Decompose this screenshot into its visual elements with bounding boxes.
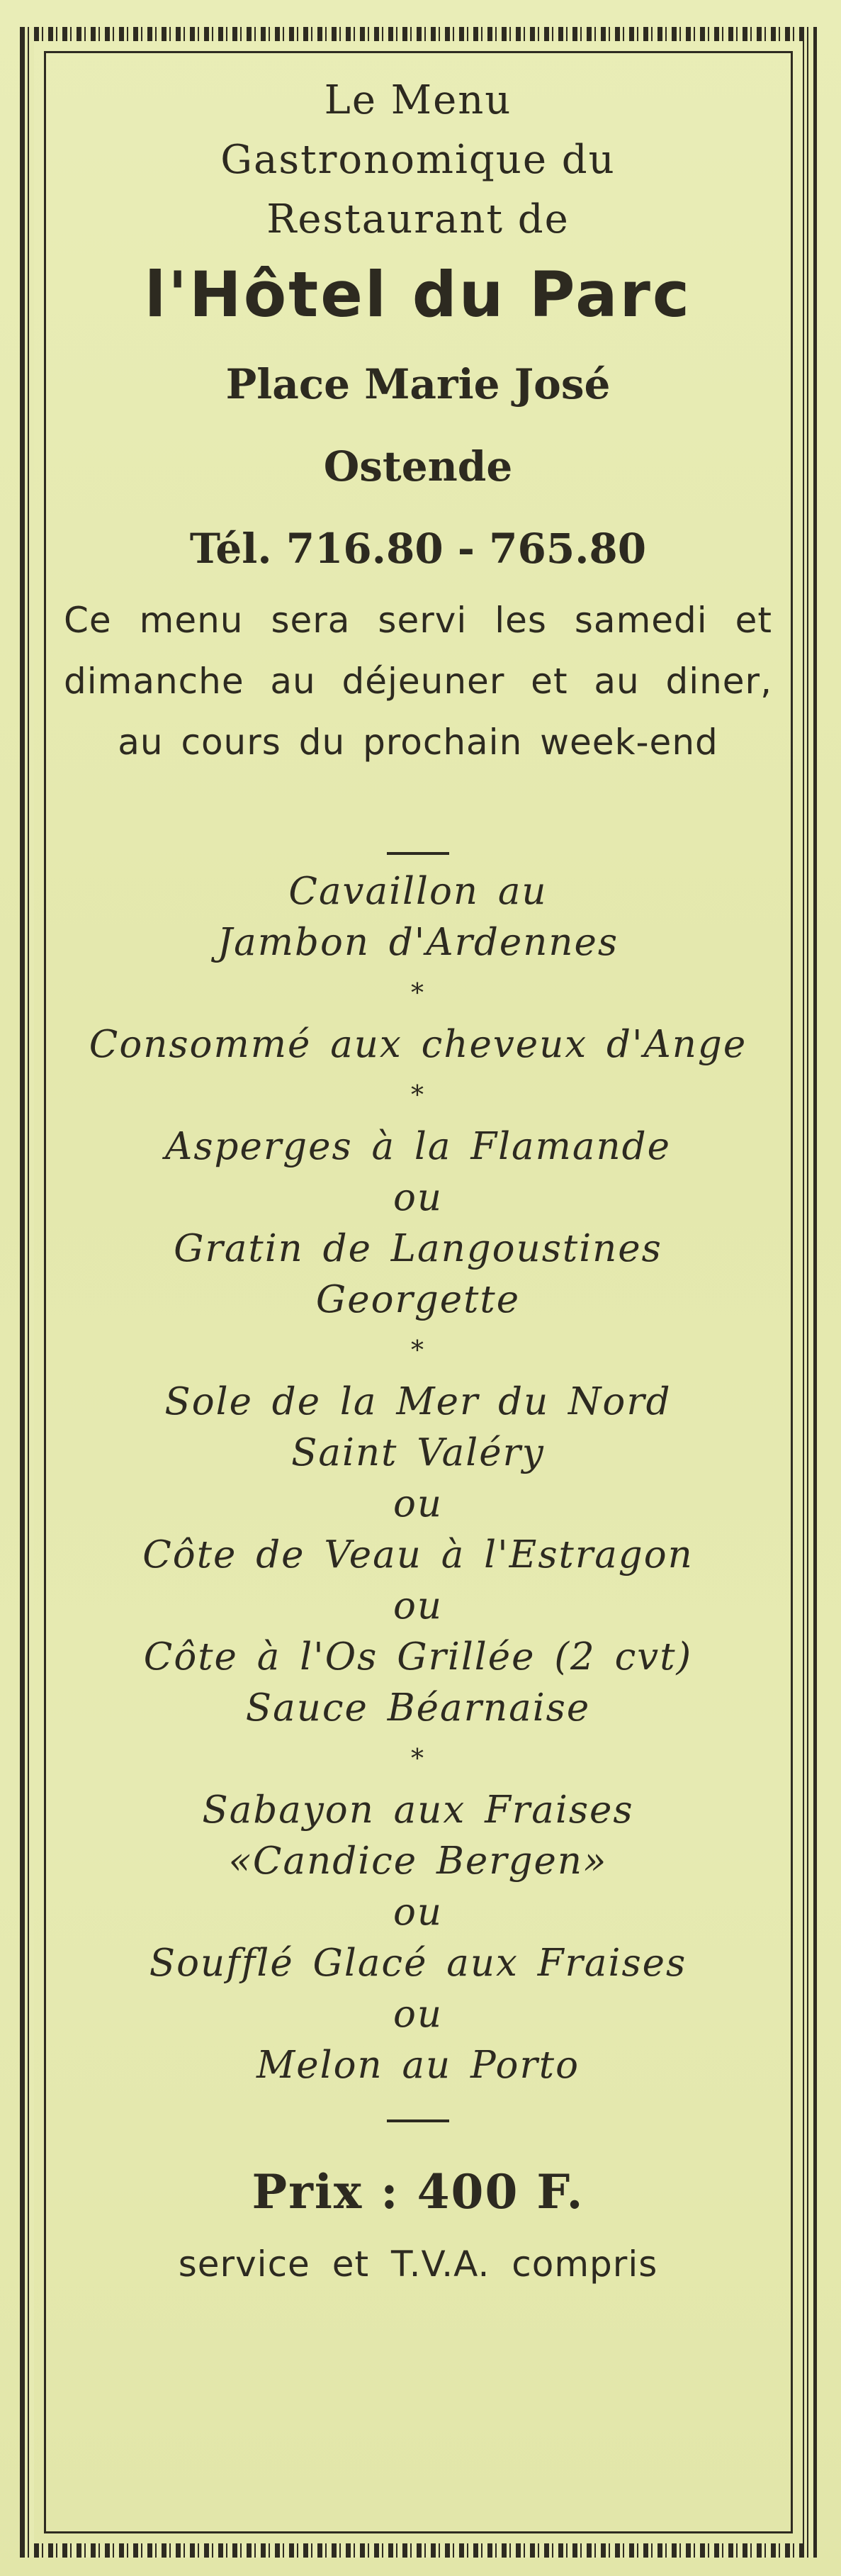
separator-asterisk: * xyxy=(411,1081,425,1110)
menu-item: Gratin de Langoustines xyxy=(174,1227,662,1270)
header-line-3: Restaurant de xyxy=(266,196,570,242)
separator-asterisk: * xyxy=(411,1745,425,1774)
divider-top xyxy=(387,852,449,855)
menu-item: Côte de Veau à l'Estragon xyxy=(142,1533,694,1577)
menu-item: «Candice Bergen» xyxy=(228,1839,608,1883)
menu-item: Jambon d'Ardennes xyxy=(217,921,619,964)
menu-item: Georgette xyxy=(315,1278,521,1321)
price: Prix : 400 F. xyxy=(252,2164,585,2219)
menu-or: ou xyxy=(393,1584,444,1628)
service-note: service et T.V.A. compris xyxy=(178,2244,658,2285)
menu-item: Sauce Béarnaise xyxy=(245,1686,591,1730)
separator-asterisk: * xyxy=(411,1336,425,1365)
menu-list xyxy=(50,866,786,2091)
menu-item: Melon au Porto xyxy=(256,2044,580,2087)
intro-paragraph: Ce menu sera servi les samedi et dimanche au déjeuner et au diner, au cours du prochain week-end xyxy=(64,600,772,763)
address: Place Marie José xyxy=(225,360,611,408)
menu-item: Consommé aux cheveux d'Ange xyxy=(89,1023,747,1066)
menu-or: ou xyxy=(393,1482,444,1525)
menu-item: Côte à l'Os Grillée (2 cvt) xyxy=(143,1635,693,1679)
hotel-name: l'Hôtel du Parc xyxy=(144,258,692,331)
menu-item: Sabayon aux Fraises xyxy=(202,1788,634,1832)
menu-item: Saint Valéry xyxy=(291,1431,545,1474)
menu-content xyxy=(50,71,786,2294)
menu-item: Soufflé Glacé aux Fraises xyxy=(149,1942,687,1985)
phone: Tél. 716.80 - 765.80 xyxy=(189,525,647,573)
header-line-2: Gastronomique du xyxy=(220,137,616,183)
menu-or: ou xyxy=(393,1891,444,1934)
menu-item: Asperges à la Flamande xyxy=(165,1125,671,1168)
city: Ostende xyxy=(323,442,513,491)
header-line-1: Le Menu xyxy=(324,77,512,123)
menu-or: ou xyxy=(393,1176,444,1219)
menu-or: ou xyxy=(393,1993,444,2036)
divider-bottom xyxy=(387,2119,449,2122)
separator-asterisk: * xyxy=(411,979,425,1008)
menu-item: Cavaillon au xyxy=(288,870,548,913)
menu-item: Sole de la Mer du Nord xyxy=(164,1380,672,1423)
